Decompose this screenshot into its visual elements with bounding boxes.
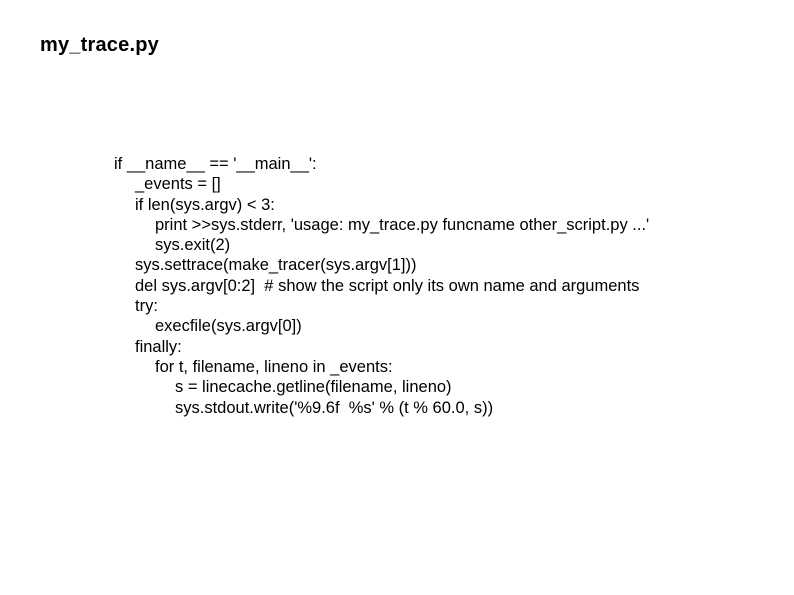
code-line: finally: [135, 337, 182, 356]
code-line: try: [135, 297, 158, 316]
code-block [114, 154, 649, 418]
code-line: _events = [] [135, 175, 221, 194]
code-line: sys.stdout.write('%9.6f %s' % (t % 60.0, s)) [175, 398, 494, 417]
code-line: sys.settrace(make_tracer(sys.argv[1])) [135, 256, 417, 275]
code-line: if __name__ == '__main__': [114, 155, 317, 173]
code-line: s = linecache.getline(filename, lineno) [175, 378, 452, 397]
code-line: del sys.argv[0:2] # show the script only its own name and arguments [135, 276, 640, 295]
code-line: execfile(sys.argv[0]) [155, 317, 302, 336]
slide-title: my_trace.py [40, 34, 159, 56]
code-line: if len(sys.argv) < 3: [135, 195, 275, 214]
code-line: sys.exit(2) [155, 236, 231, 255]
code-line: print >>sys.stderr, 'usage: my_trace.py funcname other_script.py ...' [155, 215, 650, 234]
code-line: for t, filename, lineno in _events: [155, 357, 393, 376]
